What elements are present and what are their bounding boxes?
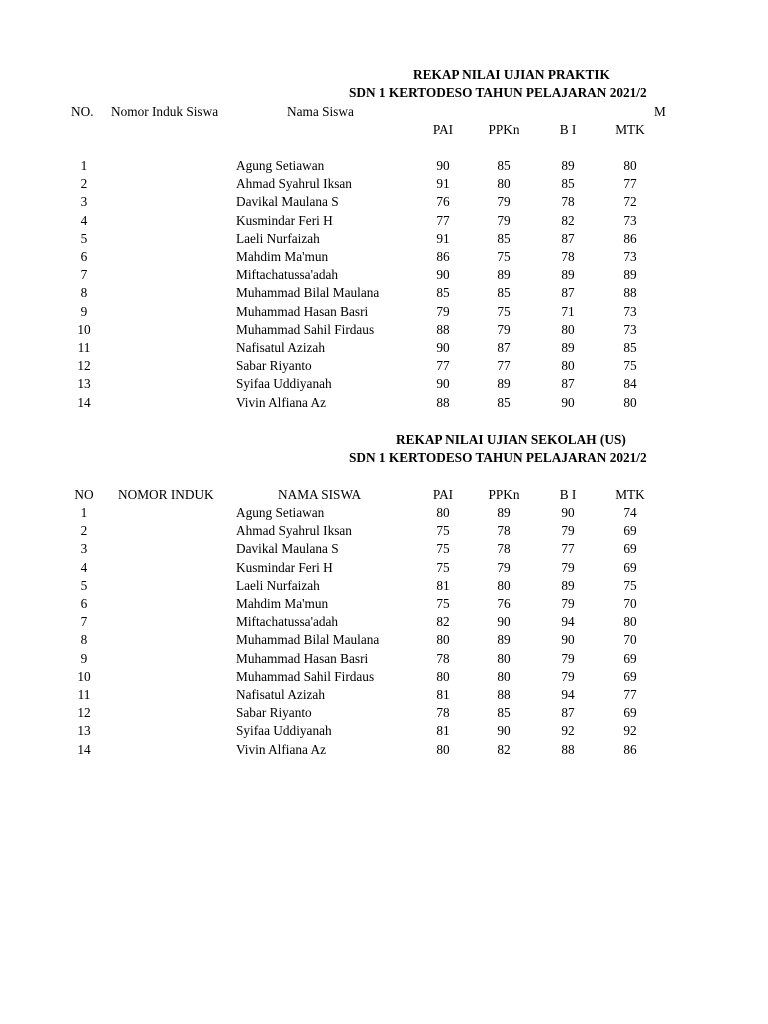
score-pai: 78 (436, 651, 450, 666)
score-mtk: 69 (623, 669, 637, 684)
row-number: 8 (80, 632, 88, 647)
score-mtk: 84 (623, 376, 637, 391)
score-mtk: 69 (623, 560, 637, 575)
score-mtk: 88 (623, 285, 637, 300)
score-mtk: 89 (623, 267, 637, 282)
student-name: Vivin Alfiana Az (236, 742, 327, 757)
score-bi: 94 (561, 687, 575, 702)
score-bi: 94 (561, 614, 575, 629)
score-bi: 89 (561, 578, 575, 593)
score-pai: 86 (436, 249, 450, 264)
score-ppkn: 80 (497, 651, 511, 666)
sekolah-subtitle: SDN 1 KERTODESO TAHUN PELAJARAN 2021/2 (349, 450, 647, 465)
score-bi: 79 (561, 596, 575, 611)
score-ppkn: 87 (497, 340, 511, 355)
score-ppkn: 77 (497, 358, 511, 373)
student-name: Nafisatul Azizah (236, 687, 325, 702)
row-number: 12 (77, 358, 91, 373)
student-name: Miftachatussa'adah (236, 267, 339, 282)
score-ppkn: 79 (497, 322, 511, 337)
praktik-header-bi: B I (559, 122, 577, 137)
sekolah-header-ppkn: PPKn (488, 487, 520, 502)
score-ppkn: 85 (497, 285, 511, 300)
score-pai: 90 (436, 340, 450, 355)
row-number: 9 (80, 651, 88, 666)
row-number: 4 (80, 213, 88, 228)
row-number: 7 (80, 267, 88, 282)
student-name: Davikal Maulana S (236, 194, 339, 209)
score-pai: 80 (436, 669, 450, 684)
student-name: Agung Setiawan (236, 505, 325, 520)
score-pai: 80 (436, 632, 450, 647)
student-name: Kusmindar Feri H (236, 560, 333, 575)
student-name: Syifaa Uddiyanah (236, 723, 332, 738)
score-mtk: 75 (623, 578, 637, 593)
score-mtk: 72 (623, 194, 637, 209)
student-name: Laeli Nurfaizah (236, 231, 320, 246)
score-pai: 90 (436, 158, 450, 173)
score-pai: 77 (436, 213, 450, 228)
row-number: 9 (80, 304, 88, 319)
score-mtk: 70 (623, 632, 637, 647)
praktik-header-nis: Nomor Induk Siswa (111, 104, 219, 119)
score-pai: 90 (436, 376, 450, 391)
score-pai: 81 (436, 578, 450, 593)
score-bi: 87 (561, 231, 575, 246)
score-pai: 80 (436, 742, 450, 757)
score-ppkn: 89 (497, 267, 511, 282)
student-name: Agung Setiawan (236, 158, 325, 173)
score-bi: 79 (561, 523, 575, 538)
score-pai: 77 (436, 358, 450, 373)
score-bi: 78 (561, 194, 575, 209)
score-pai: 81 (436, 687, 450, 702)
score-ppkn: 75 (497, 304, 511, 319)
score-ppkn: 75 (497, 249, 511, 264)
sekolah-header-nis: NOMOR INDUK (118, 487, 214, 502)
student-name: Davikal Maulana S (236, 541, 339, 556)
score-mtk: 73 (623, 213, 637, 228)
score-pai: 82 (436, 614, 450, 629)
row-number: 1 (80, 505, 88, 520)
score-bi: 78 (561, 249, 575, 264)
score-bi: 90 (561, 632, 575, 647)
score-ppkn: 85 (497, 395, 511, 410)
row-number: 12 (77, 705, 91, 720)
row-number: 2 (80, 176, 88, 191)
sekolah-header-no: NO (74, 487, 94, 502)
score-bi: 87 (561, 376, 575, 391)
score-pai: 75 (436, 560, 450, 575)
score-ppkn: 85 (497, 158, 511, 173)
student-name: Laeli Nurfaizah (236, 578, 320, 593)
student-name: Ahmad Syahrul Iksan (236, 523, 352, 538)
praktik-header-group: M (654, 104, 666, 119)
row-number: 5 (80, 231, 88, 246)
score-ppkn: 85 (497, 231, 511, 246)
score-pai: 88 (436, 395, 450, 410)
score-bi: 89 (561, 267, 575, 282)
row-number: 11 (77, 340, 91, 355)
score-pai: 91 (436, 176, 450, 191)
row-number: 6 (80, 596, 88, 611)
score-ppkn: 76 (497, 596, 511, 611)
score-mtk: 69 (623, 541, 637, 556)
student-name: Nafisatul Azizah (236, 340, 325, 355)
score-bi: 92 (561, 723, 575, 738)
row-number: 1 (80, 158, 88, 173)
row-number: 8 (80, 285, 88, 300)
score-ppkn: 79 (497, 194, 511, 209)
praktik-header-pai: PAI (432, 122, 454, 137)
score-pai: 78 (436, 705, 450, 720)
score-bi: 79 (561, 651, 575, 666)
row-number: 10 (77, 322, 91, 337)
score-mtk: 77 (623, 176, 637, 191)
score-pai: 75 (436, 541, 450, 556)
score-bi: 90 (561, 395, 575, 410)
student-name: Muhammad Hasan Basri (236, 651, 369, 666)
score-mtk: 69 (623, 651, 637, 666)
student-name: Sabar Riyanto (236, 358, 312, 373)
score-mtk: 86 (623, 742, 637, 757)
score-ppkn: 85 (497, 705, 511, 720)
row-number: 13 (77, 376, 91, 391)
row-number: 14 (77, 395, 91, 410)
score-pai: 88 (436, 322, 450, 337)
score-ppkn: 89 (497, 376, 511, 391)
row-number: 11 (77, 687, 91, 702)
student-name: Miftachatussa'adah (236, 614, 339, 629)
score-mtk: 77 (623, 687, 637, 702)
score-bi: 85 (561, 176, 575, 191)
row-number: 4 (80, 560, 88, 575)
score-mtk: 70 (623, 596, 637, 611)
score-ppkn: 89 (497, 632, 511, 647)
row-number: 13 (77, 723, 91, 738)
score-mtk: 74 (623, 505, 637, 520)
student-name: Muhammad Sahil Firdaus (236, 322, 375, 337)
row-number: 3 (80, 194, 88, 209)
score-ppkn: 89 (497, 505, 511, 520)
score-bi: 87 (561, 285, 575, 300)
score-mtk: 73 (623, 249, 637, 264)
score-pai: 91 (436, 231, 450, 246)
score-bi: 80 (561, 322, 575, 337)
score-mtk: 69 (623, 705, 637, 720)
score-ppkn: 78 (497, 541, 511, 556)
praktik-header-name: Nama Siswa (287, 104, 354, 119)
praktik-subtitle: SDN 1 KERTODESO TAHUN PELAJARAN 2021/2 (349, 85, 647, 100)
student-name: Muhammad Bilal Maulana (236, 632, 380, 647)
score-mtk: 73 (623, 322, 637, 337)
score-bi: 87 (561, 705, 575, 720)
score-bi: 82 (561, 213, 575, 228)
student-name: Ahmad Syahrul Iksan (236, 176, 352, 191)
praktik-header-no: NO. (71, 104, 94, 119)
score-mtk: 73 (623, 304, 637, 319)
score-mtk: 69 (623, 523, 637, 538)
score-pai: 80 (436, 505, 450, 520)
score-ppkn: 80 (497, 669, 511, 684)
row-number: 2 (80, 523, 88, 538)
score-ppkn: 82 (497, 742, 511, 757)
row-number: 3 (80, 541, 88, 556)
sekolah-header-pai: PAI (432, 487, 454, 502)
score-bi: 80 (561, 358, 575, 373)
score-ppkn: 79 (497, 560, 511, 575)
score-ppkn: 90 (497, 723, 511, 738)
praktik-header-ppkn: PPKn (488, 122, 520, 137)
score-pai: 85 (436, 285, 450, 300)
score-bi: 79 (561, 560, 575, 575)
score-ppkn: 79 (497, 213, 511, 228)
score-ppkn: 88 (497, 687, 511, 702)
score-pai: 90 (436, 267, 450, 282)
student-name: Kusmindar Feri H (236, 213, 333, 228)
student-name: Muhammad Bilal Maulana (236, 285, 380, 300)
sekolah-header-mtk: MTK (615, 487, 645, 502)
score-mtk: 80 (623, 395, 637, 410)
praktik-header-mtk: MTK (615, 122, 645, 137)
student-name: Vivin Alfiana Az (236, 395, 327, 410)
student-name: Mahdim Ma'mun (236, 249, 329, 264)
score-mtk: 92 (623, 723, 637, 738)
score-bi: 89 (561, 158, 575, 173)
score-ppkn: 80 (497, 578, 511, 593)
score-pai: 79 (436, 304, 450, 319)
score-mtk: 80 (623, 614, 637, 629)
sekolah-title: REKAP NILAI UJIAN SEKOLAH (US) (396, 432, 626, 447)
sekolah-header-bi: B I (559, 487, 577, 502)
student-name: Syifaa Uddiyanah (236, 376, 332, 391)
row-number: 5 (80, 578, 88, 593)
score-bi: 88 (561, 742, 575, 757)
row-number: 7 (80, 614, 88, 629)
praktik-title: REKAP NILAI UJIAN PRAKTIK (413, 67, 610, 82)
score-ppkn: 78 (497, 523, 511, 538)
student-name: Muhammad Sahil Firdaus (236, 669, 375, 684)
row-number: 10 (77, 669, 91, 684)
score-pai: 81 (436, 723, 450, 738)
score-mtk: 80 (623, 158, 637, 173)
score-pai: 76 (436, 194, 450, 209)
student-name: Mahdim Ma'mun (236, 596, 329, 611)
row-number: 14 (77, 742, 91, 757)
score-ppkn: 80 (497, 176, 511, 191)
score-bi: 79 (561, 669, 575, 684)
score-ppkn: 90 (497, 614, 511, 629)
score-bi: 77 (561, 541, 575, 556)
score-bi: 90 (561, 505, 575, 520)
student-name: Sabar Riyanto (236, 705, 312, 720)
score-bi: 89 (561, 340, 575, 355)
score-pai: 75 (436, 596, 450, 611)
score-pai: 75 (436, 523, 450, 538)
row-number: 6 (80, 249, 88, 264)
score-mtk: 75 (623, 358, 637, 373)
student-name: Muhammad Hasan Basri (236, 304, 369, 319)
score-mtk: 85 (623, 340, 637, 355)
sekolah-header-name: NAMA SISWA (278, 487, 362, 502)
score-mtk: 86 (623, 231, 637, 246)
score-bi: 71 (561, 304, 575, 319)
